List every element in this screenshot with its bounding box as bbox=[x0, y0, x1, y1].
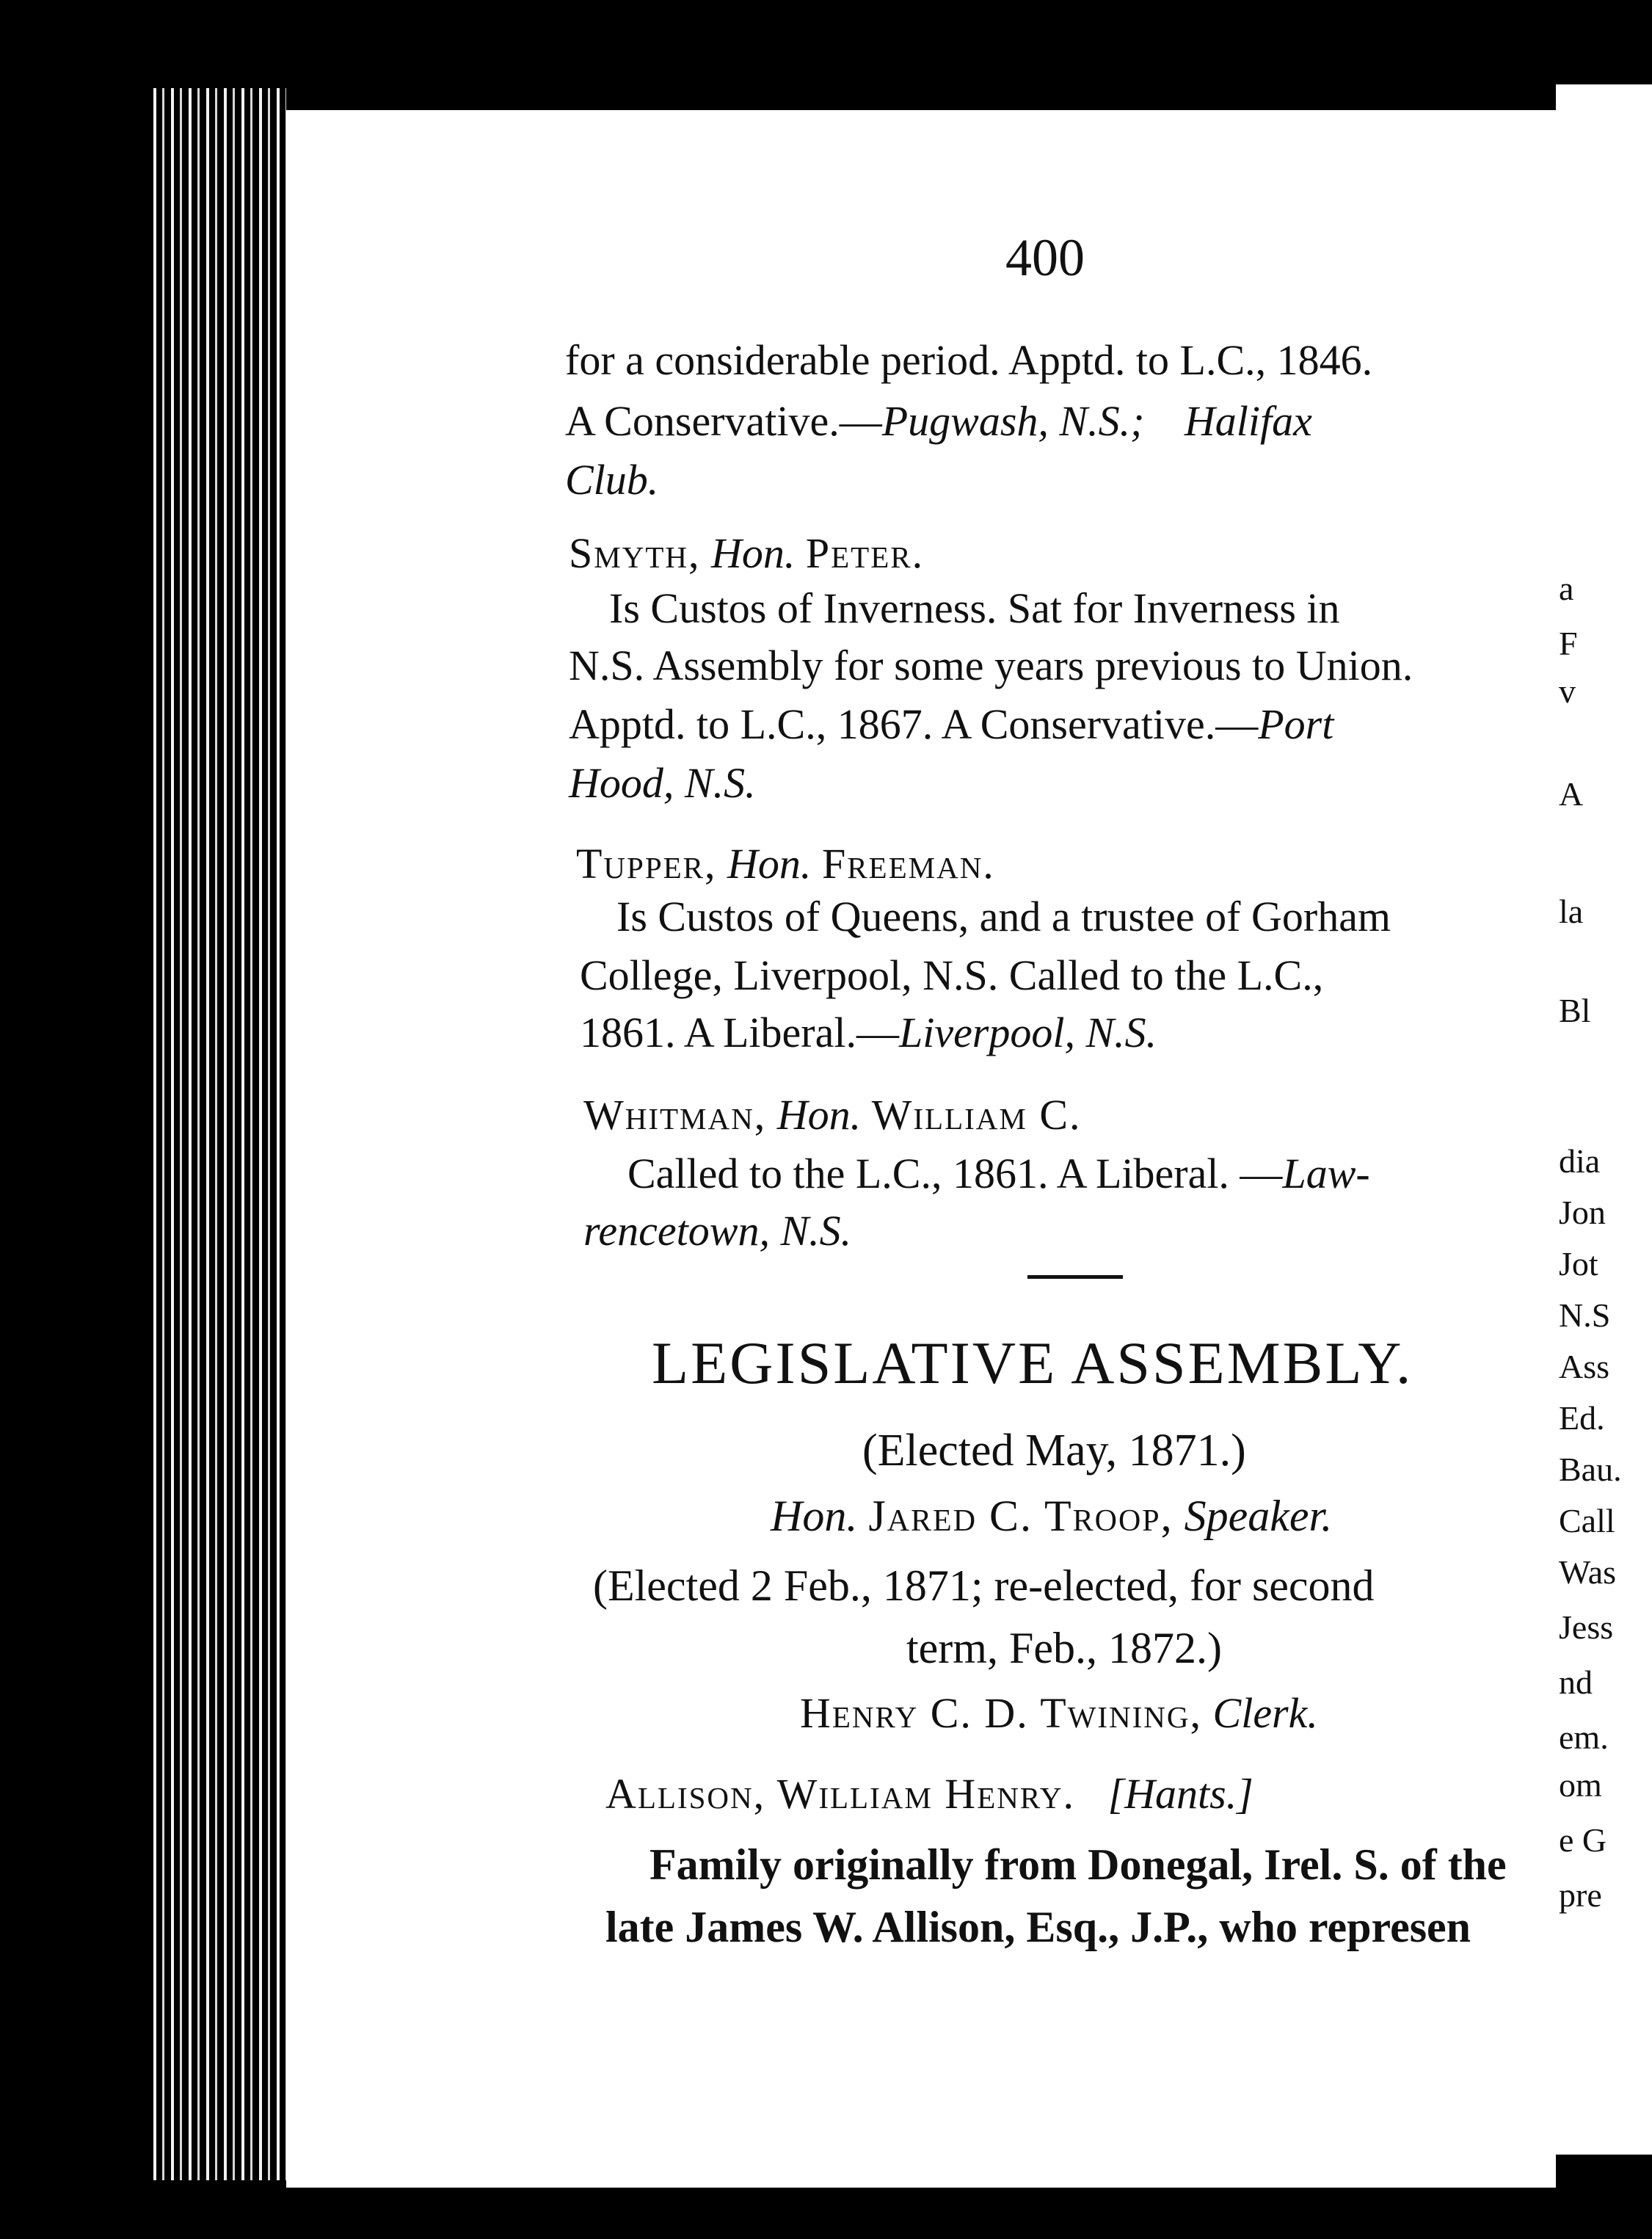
entry-heading-tupper bbox=[576, 840, 995, 888]
facing-fragment: Was bbox=[1559, 1553, 1617, 1591]
facing-fragment: nd bbox=[1559, 1663, 1593, 1701]
text-line bbox=[569, 700, 1334, 748]
text-run: A Conservative.— bbox=[565, 397, 882, 445]
facing-fragment: em. bbox=[1559, 1719, 1609, 1756]
place-name: Pugwash, bbox=[881, 397, 1049, 445]
text-run: 1861. A Liberal.— bbox=[580, 1009, 899, 1056]
facing-fragment: Jess bbox=[1559, 1608, 1614, 1646]
entry-heading-allison bbox=[605, 1770, 1253, 1818]
election-date: (Elected May, 1871.) bbox=[862, 1426, 1246, 1476]
honorific: Hon. bbox=[727, 840, 812, 888]
province: N.S.; bbox=[1059, 397, 1145, 445]
facing-fragment: F bbox=[1559, 625, 1578, 662]
speaker-name: Jared C. Troop, bbox=[868, 1492, 1173, 1540]
text-line: N.S. Assembly for some years previous to Union. bbox=[569, 642, 1413, 689]
surname: Smyth, bbox=[569, 529, 701, 577]
facing-fragment: Jot bbox=[1559, 1245, 1598, 1282]
text-line: rencetown, N.S. bbox=[583, 1207, 852, 1255]
text-line: Is Custos of Queens, and a trustee of Gorham bbox=[616, 893, 1391, 940]
section-heading: LEGISLATIVE ASSEMBLY. bbox=[652, 1329, 1413, 1396]
facing-fragment: Bau. bbox=[1559, 1451, 1622, 1488]
office-title: Speaker. bbox=[1184, 1492, 1333, 1540]
facing-fragment: Ass bbox=[1559, 1348, 1610, 1385]
speaker-line bbox=[771, 1494, 1332, 1538]
place-name: Law- bbox=[1282, 1150, 1370, 1197]
text-line: College, Liverpool, N.S. Called to the L.C., bbox=[580, 951, 1324, 999]
honorific: Hon. bbox=[776, 1091, 862, 1139]
text-line: Is Custos of Inverness. Sat for Inverness in bbox=[609, 584, 1340, 632]
clerk-name: Henry C. D. Twining, bbox=[800, 1689, 1203, 1737]
text-run: Called to the L.C., 1861. A Liberal. — bbox=[627, 1150, 1283, 1197]
honorific: Hon. bbox=[771, 1492, 858, 1540]
facing-fragment: v bbox=[1559, 672, 1576, 710]
given-name: William C. bbox=[871, 1091, 1082, 1139]
place-name: Liverpool, N.S. bbox=[898, 1009, 1157, 1056]
facing-page-fragment bbox=[1556, 84, 1652, 2155]
text-line bbox=[627, 1150, 1370, 1197]
clerk-line bbox=[800, 1689, 1318, 1737]
book-page-edges bbox=[147, 88, 286, 2180]
honorific: Hon. bbox=[710, 529, 796, 577]
text-line: late James W. Allison, Esq., J.P., who represen bbox=[605, 1903, 1471, 1951]
text-line: Family originally from Donegal, Irel. S. of the bbox=[649, 1840, 1507, 1889]
member-name: Allison, William Henry. bbox=[605, 1770, 1076, 1818]
facing-fragment: N.S bbox=[1559, 1296, 1611, 1334]
place-name: Port bbox=[1258, 700, 1334, 748]
facing-fragment: Jon bbox=[1559, 1194, 1606, 1231]
text-line: term, Feb., 1872.) bbox=[906, 1624, 1222, 1672]
facing-fragment: Call bbox=[1559, 1502, 1615, 1539]
text-line bbox=[565, 397, 1312, 445]
facing-fragment: Bl bbox=[1559, 992, 1591, 1029]
text-line: Hood, N.S. bbox=[569, 759, 756, 807]
constituency: [Hants.] bbox=[1107, 1770, 1253, 1818]
facing-fragment: om bbox=[1559, 1766, 1602, 1804]
text-line bbox=[580, 1009, 1157, 1056]
club-name: Halifax bbox=[1184, 397, 1312, 445]
text-run: Apptd. to L.C., 1867. A Conservative.— bbox=[569, 700, 1259, 748]
entry-heading-whitman bbox=[583, 1091, 1082, 1139]
facing-fragment: A bbox=[1559, 775, 1584, 813]
office-title: Clerk. bbox=[1212, 1689, 1318, 1737]
page-number: 400 bbox=[1005, 228, 1085, 287]
facing-fragment: la bbox=[1559, 893, 1584, 930]
facing-fragment: e G bbox=[1559, 1821, 1607, 1859]
surname: Whitman, bbox=[583, 1091, 767, 1139]
text-line: Club. bbox=[565, 456, 659, 504]
section-rule bbox=[1027, 1275, 1123, 1279]
surname: Tupper, bbox=[576, 840, 717, 888]
text-line: (Elected 2 Feb., 1871; re-elected, for second bbox=[593, 1561, 1375, 1610]
facing-fragment: pre bbox=[1559, 1876, 1602, 1914]
text-line: for a considerable period. Apptd. to L.C., 1846. bbox=[565, 336, 1373, 384]
given-name: Freeman. bbox=[821, 840, 995, 888]
facing-fragment: dia bbox=[1559, 1142, 1601, 1180]
given-name: Peter. bbox=[805, 529, 925, 577]
facing-fragment: Ed. bbox=[1559, 1399, 1605, 1437]
facing-fragment: a bbox=[1559, 570, 1574, 607]
entry-heading-smyth bbox=[569, 529, 925, 577]
